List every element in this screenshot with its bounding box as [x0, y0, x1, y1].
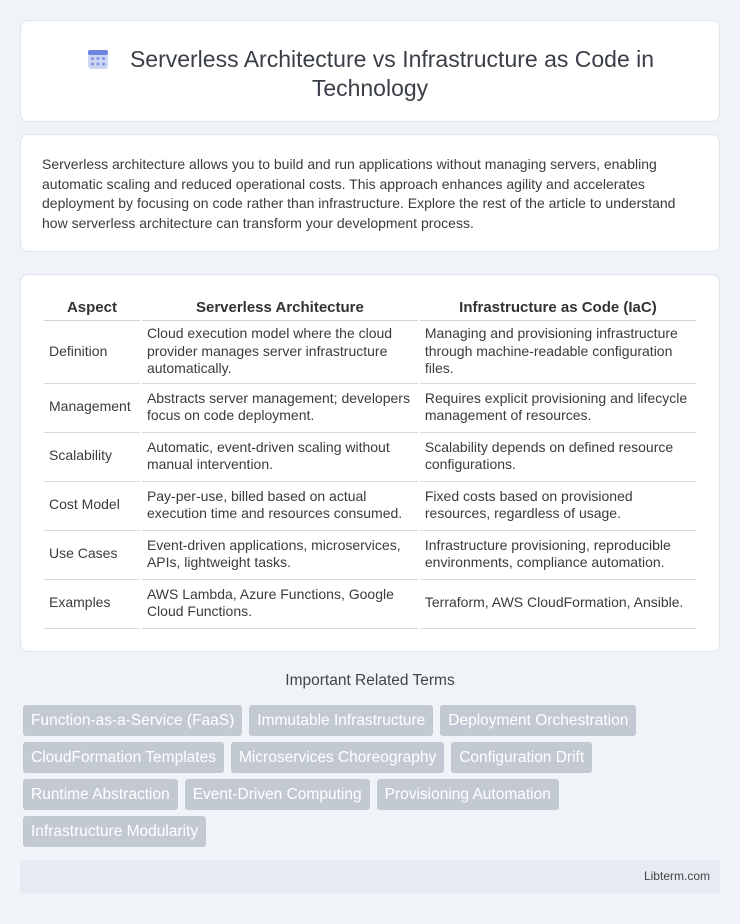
- row-aspect: Scalability: [44, 433, 140, 482]
- row-iac: Requires explicit provisioning and lifecycle management of resources.: [420, 384, 696, 433]
- row-aspect: Definition: [44, 321, 140, 384]
- term-tag[interactable]: Deployment Orchestration: [440, 705, 636, 736]
- header-aspect: Aspect: [44, 295, 140, 321]
- table-row: [44, 384, 696, 433]
- row-iac: Scalability depends on defined resource configurations.: [420, 433, 696, 482]
- row-aspect: Examples: [44, 580, 140, 629]
- term-tag[interactable]: Microservices Choreography: [231, 742, 444, 773]
- term-tag[interactable]: Function-as-a-Service (FaaS): [23, 705, 242, 736]
- header-card: [20, 20, 720, 122]
- header-serverless: Serverless Architecture: [142, 295, 418, 321]
- row-serverless: Event-driven applications, microservices, APIs, lightweight tasks.: [142, 531, 418, 580]
- row-serverless: Abstracts server management; developers focus on code deployment.: [142, 384, 418, 433]
- row-serverless: AWS Lambda, Azure Functions, Google Cloud Functions.: [142, 580, 418, 629]
- related-terms-title: Important Related Terms: [285, 672, 455, 689]
- term-tag[interactable]: Provisioning Automation: [377, 779, 559, 810]
- table-row: [44, 531, 696, 580]
- comparison-table: [42, 295, 698, 629]
- intro-paragraph: Serverless architecture allows you to build and run applications without managing servers, enabling automatic scaling and reduced operational costs. This approach enhances agility and accelerates deployment by focusing on code rather than infrastructure. Explore the rest of the article to understand how serverless architecture can transform your development process.: [42, 156, 676, 231]
- table-row: [44, 433, 696, 482]
- table-row: [44, 321, 696, 384]
- row-aspect: Use Cases: [44, 531, 140, 580]
- row-serverless: Pay-per-use, billed based on actual execution time and resources consumed.: [142, 482, 418, 531]
- table-header-row: [44, 295, 696, 321]
- term-tag[interactable]: CloudFormation Templates: [23, 742, 224, 773]
- row-serverless: Automatic, event-driven scaling without manual intervention.: [142, 433, 418, 482]
- term-tag[interactable]: Immutable Infrastructure: [249, 705, 433, 736]
- row-serverless: Cloud execution model where the cloud provider manages server infrastructure automatically.: [142, 321, 418, 384]
- footer: [20, 860, 720, 893]
- table-row: [44, 580, 696, 629]
- comparison-table-card: [20, 274, 720, 652]
- term-tag[interactable]: Infrastructure Modularity: [23, 816, 206, 847]
- table-row: [44, 482, 696, 531]
- related-terms-list: [23, 705, 723, 853]
- row-iac: Terraform, AWS CloudFormation, Ansible.: [420, 580, 696, 629]
- row-iac: Fixed costs based on provisioned resources, regardless of usage.: [420, 482, 696, 531]
- intro-card: [20, 134, 720, 252]
- row-aspect: Cost Model: [44, 482, 140, 531]
- term-tag[interactable]: Event-Driven Computing: [185, 779, 370, 810]
- footer-site-link[interactable]: Libterm.com: [643, 869, 710, 883]
- row-iac: Managing and provisioning infrastructure through machine-readable configuration files.: [420, 321, 696, 384]
- page-title-wrap: [61, 45, 679, 103]
- term-tag[interactable]: Runtime Abstraction: [23, 779, 178, 810]
- calendar-grid-icon: [86, 47, 110, 71]
- page-title: Serverless Architecture vs Infrastructure as Code in Technology: [129, 46, 655, 101]
- header-iac: Infrastructure as Code (IaC): [420, 295, 696, 321]
- term-tag[interactable]: Configuration Drift: [451, 742, 592, 773]
- row-iac: Infrastructure provisioning, reproducible environments, compliance automation.: [420, 531, 696, 580]
- row-aspect: Management: [44, 384, 140, 433]
